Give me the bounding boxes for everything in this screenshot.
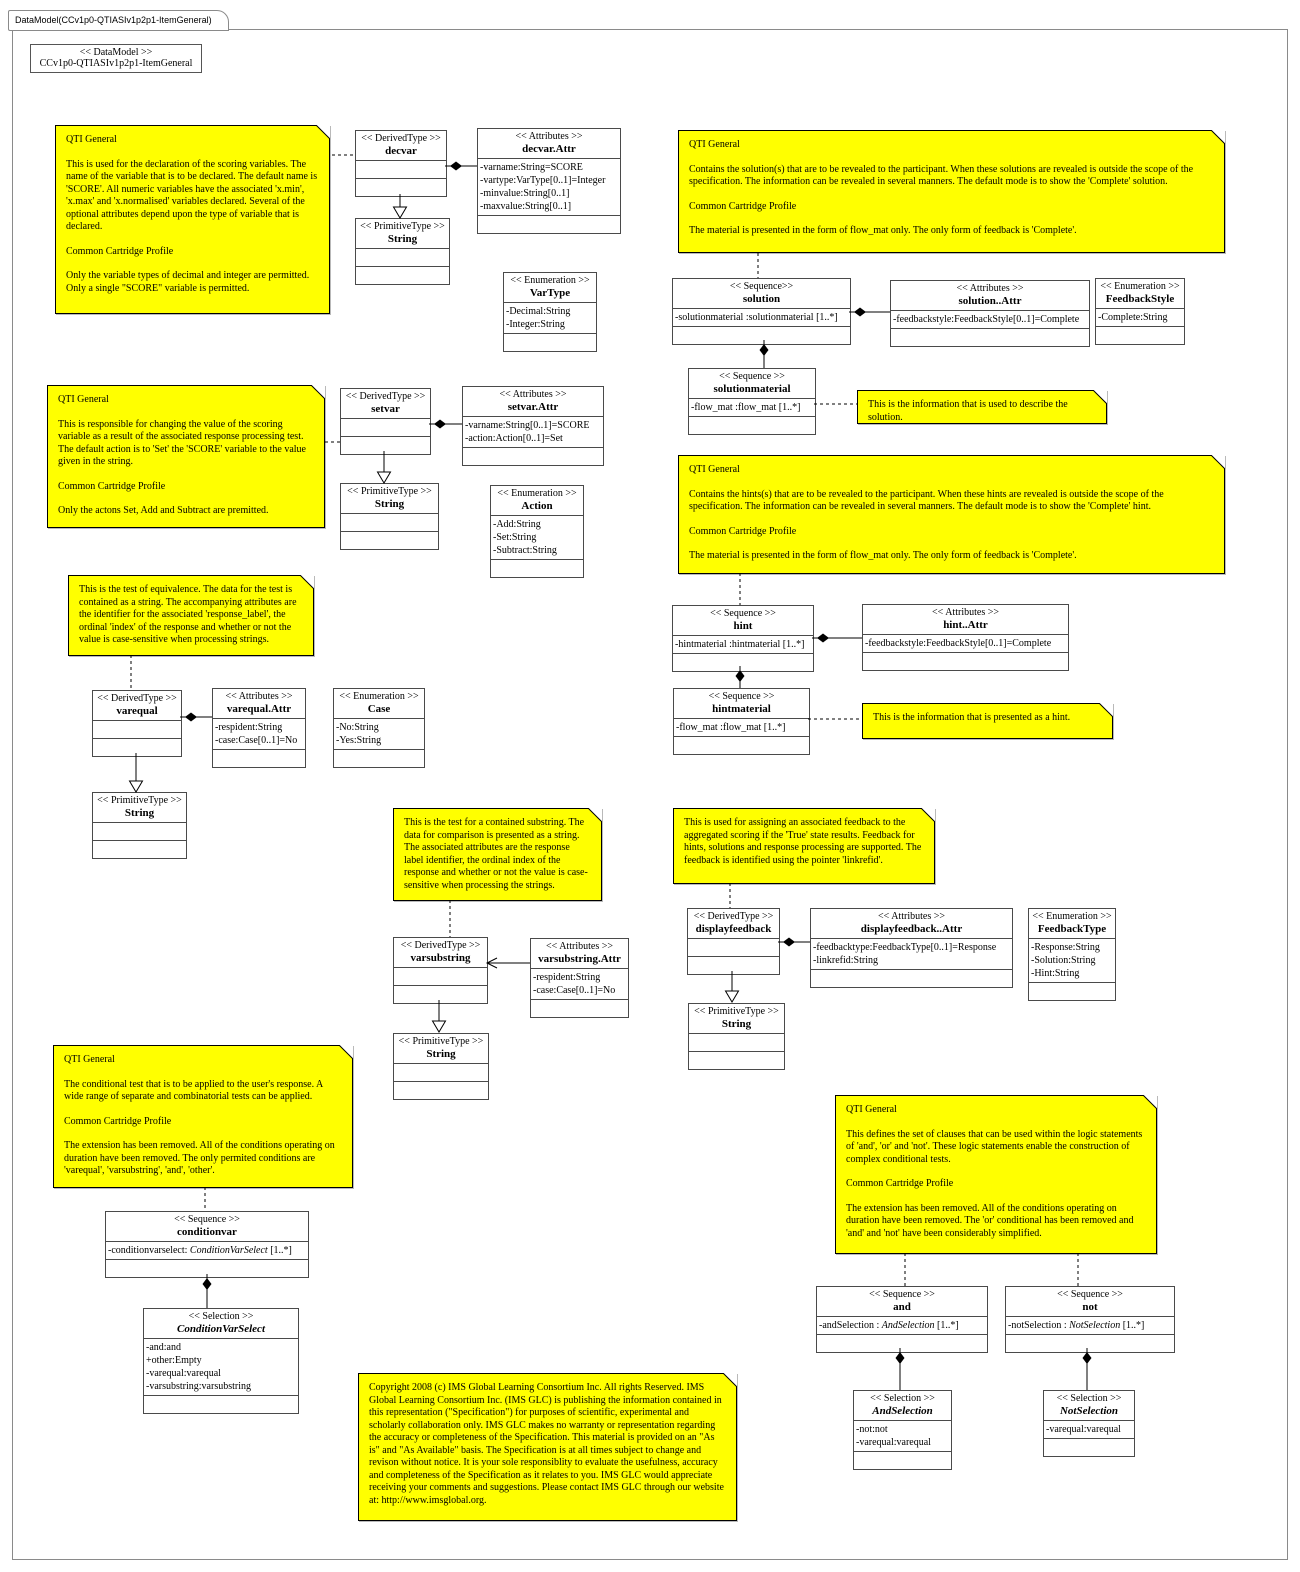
attribute-line: -feedbackstyle:FeedbackStyle[0..1]=Complete [893, 314, 1080, 325]
class-stereotype: << DerivedType >> [97, 693, 177, 704]
attribute-line: -feedbackstyle:FeedbackStyle[0..1]=Complete [865, 638, 1052, 649]
note-paragraph: The conditional test that is to be applied to the user's response. A wide range of separate and combinatorial tests can be applied. [64, 1078, 323, 1102]
attribute-it: NotSelection [1069, 1320, 1121, 1331]
note-fold-icon [339, 1045, 353, 1059]
diagram-tab[interactable] [8, 10, 229, 31]
class-stereotype: << Sequence >> [708, 691, 775, 702]
class-varsubstring [393, 937, 488, 1004]
note-paragraph: This is used for assigning an associated feedback to the aggregated scoring if the 'True' state results. Feedback for hints, solutions and response processing are supported. The feedback is identified using the pointer 'linkrefid'. [684, 817, 922, 866]
class-stereotype: << Enumeration >> [510, 275, 590, 286]
operations-compartment [1096, 327, 1184, 344]
class-name: String [721, 1018, 752, 1030]
note-fold-icon [311, 385, 325, 399]
class-name: AndSelection [872, 1405, 933, 1417]
operations-compartment [93, 841, 186, 858]
attributes-compartment [394, 968, 487, 986]
attribute-line: -Solution:String [1031, 955, 1096, 966]
datamodel-stereotype: << DataModel >> [79, 47, 153, 58]
operations-compartment [811, 970, 1012, 987]
class-not [1005, 1286, 1175, 1353]
operations-compartment [1029, 983, 1115, 1000]
note-paragraph: Contains the solution(s) that are to be revealed to the participant. When these solutions are revealed is outside the scope of the specification. The information can be revealed in several manners. The default mode is to show the 'Complete' solution. [689, 163, 1194, 187]
attribute-post: [1..*] [1120, 1320, 1145, 1331]
attributes-compartment [93, 721, 181, 739]
attribute-line: -respident:String [533, 972, 601, 983]
operations-compartment [334, 750, 424, 767]
attributes-compartment [463, 417, 603, 448]
note-paragraph: This is the information that is used to describe the solution. [868, 399, 1068, 423]
class-case [333, 688, 425, 768]
note-paragraph: This defines the set of clauses that can be used within the logic statements of 'and', 'or' and 'not'. These logic statements enable the construction of complex conditional tests. [846, 1128, 1143, 1165]
note-paragraph: The extension has been removed. All of the conditions operating on duration have been removed. The only permited conditions are 'varequal', 'varsubstring', 'and', 'other'. [64, 1140, 335, 1176]
attribute-line: -respident:String [215, 722, 283, 733]
attributes-compartment [1044, 1421, 1134, 1439]
class-andselection [853, 1390, 952, 1470]
note-paragraph: QTI General [58, 394, 109, 405]
class-action [490, 485, 584, 578]
attribute-line: -action:Action[0..1]=Set [465, 433, 563, 444]
class-name: hint [733, 620, 753, 632]
attributes-compartment [1029, 939, 1115, 983]
class-name: decvar.Attr [522, 143, 576, 155]
class-name: FeedbackStyle [1105, 293, 1175, 305]
class-stereotype: << Selection >> [1056, 1393, 1122, 1404]
class-varequal [92, 690, 182, 757]
note-solution-note [678, 130, 1225, 253]
note-fold-icon [1099, 703, 1113, 717]
note-fold-icon [921, 808, 935, 822]
class-name: solution..Attr [958, 295, 1022, 307]
class-stereotype: << Sequence>> [729, 281, 794, 292]
class-stereotype: << Sequence >> [710, 608, 776, 619]
operations-compartment [356, 179, 446, 196]
note-paragraph: This is used for the declaration of the scoring variables. The name of the variable that is to be declared. The default name is 'SCORE'. All numeric variables have the associated 'x.min', 'x.max' and 'x.normalised' variables declared. Several of the optional attributes depend upon the type of variable that is declared. [66, 158, 318, 232]
attribute-line: -not:not [856, 1424, 888, 1435]
class-string-setvar [340, 483, 439, 550]
note-fold-icon [300, 575, 314, 589]
operations-compartment [504, 334, 596, 351]
attribute-line: -Decimal:String [506, 306, 571, 317]
class-displayfeedback-attr [810, 908, 1013, 988]
operations-compartment [213, 750, 305, 767]
note-paragraph: QTI General [689, 139, 740, 150]
operations-compartment [689, 417, 815, 434]
attributes-compartment [673, 309, 850, 327]
attribute-line [819, 1319, 985, 1332]
operations-compartment [463, 448, 603, 465]
note-solutionmaterial-note [857, 390, 1107, 424]
class-string-varequal [92, 792, 187, 859]
attributes-compartment [1006, 1317, 1174, 1335]
note-setvar-note [47, 385, 325, 528]
class-name: solution [742, 293, 781, 305]
class-stereotype: << PrimitiveType >> [360, 221, 445, 232]
note-conditionvar-note [53, 1045, 353, 1188]
attribute-line: -flow_mat :flow_mat [1..*] [691, 402, 801, 413]
operations-compartment [891, 329, 1089, 346]
class-name: setvar [371, 403, 400, 415]
attributes-compartment [144, 1339, 298, 1396]
note-paragraph: QTI General [66, 134, 117, 145]
attribute-line: -Yes:String [336, 735, 382, 746]
attribute-line: -varequal:varequal [146, 1368, 221, 1379]
attribute-line: -hintmaterial :hintmaterial [1..*] [675, 639, 805, 650]
note-paragraph: This is the test of equivalence. The data for the test is contained as a string. The accompanying attributes are the identifier for the associated 'response_label', the ordinal 'index' of the response and whether or not the value is case-sensitive when processing strings. [79, 584, 297, 645]
class-stereotype: << DerivedType >> [361, 133, 441, 144]
note-paragraph: Common Cartridge Profile [689, 525, 797, 537]
attributes-compartment [356, 249, 449, 267]
attribute-post: [1..*] [267, 1245, 292, 1256]
attributes-compartment [478, 159, 620, 216]
operations-compartment [673, 654, 813, 671]
class-stereotype: << Attributes >> [545, 941, 613, 952]
class-varsubstring-attr [530, 938, 629, 1018]
class-setvar [340, 388, 431, 455]
class-name: varsubstring.Attr [538, 953, 621, 965]
attribute-line: -flow_mat :flow_mat [1..*] [676, 722, 786, 733]
class-stereotype: << PrimitiveType >> [694, 1006, 779, 1017]
class-stereotype: << Attributes >> [499, 389, 567, 400]
note-paragraph: Only the actons Set, Add and Subtract are premitted. [58, 505, 269, 516]
attribute-line: -varsubstring:varsubstring [146, 1381, 251, 1392]
note-paragraph: QTI General [689, 464, 740, 475]
operations-compartment [394, 986, 487, 1003]
class-stereotype: << Sequence >> [719, 371, 785, 382]
attributes-compartment [93, 823, 186, 841]
operations-compartment [341, 437, 430, 454]
class-name: String [124, 807, 155, 819]
class-name: FeedbackType [1037, 923, 1107, 935]
attributes-compartment [863, 635, 1068, 653]
attributes-compartment [689, 1034, 784, 1052]
attributes-compartment [689, 399, 815, 417]
attributes-compartment [1096, 309, 1184, 327]
class-name: hint..Attr [943, 619, 988, 631]
attribute-line: -Set:String [493, 532, 537, 543]
note-paragraph: Common Cartridge Profile [66, 245, 174, 257]
attribute-it: AndSelection [881, 1320, 935, 1331]
note-decvar-note [55, 125, 330, 314]
diagram-tab-label: DataModel(CCv1p0-QTIASIv1p2p1-ItemGeneral) [15, 15, 212, 25]
operations-compartment [689, 1052, 784, 1069]
class-name: Action [521, 500, 553, 512]
class-hint-attr [862, 604, 1069, 671]
note-hintmaterial-note [862, 703, 1113, 739]
class-stereotype: << PrimitiveType >> [347, 486, 432, 497]
operations-compartment [1044, 1439, 1134, 1456]
class-name: VarType [529, 287, 571, 299]
class-stereotype: << DerivedType >> [345, 391, 426, 402]
note-paragraph: Common Cartridge Profile [64, 1115, 172, 1127]
operations-compartment [1006, 1335, 1174, 1352]
class-vartype [503, 272, 597, 352]
operations-compartment [854, 1452, 951, 1469]
class-setvar-attr [462, 386, 604, 466]
class-conditionvar [105, 1211, 309, 1278]
attributes-compartment [213, 719, 305, 750]
attribute-pre: -andSelection : [819, 1320, 882, 1331]
note-paragraph: Contains the hints(s) that are to be revealed to the participant. When these hints are revealed is outside the scope of the specification. The information can be revealed in several manners. The default mode is to show the 'Complete' hint. [689, 488, 1164, 512]
class-name: conditionvar [177, 1226, 237, 1238]
note-fold-icon [1211, 455, 1225, 469]
note-paragraph: The material is presented in the form of flow_mat only. The only form of feedback is 'Complete'. [689, 225, 1077, 236]
class-stereotype: << Attributes >> [931, 607, 999, 618]
class-solution-attr [890, 280, 1090, 347]
class-stereotype: << Enumeration >> [339, 691, 419, 702]
class-decvar-attr [477, 128, 621, 234]
attributes-compartment [817, 1317, 987, 1335]
attribute-line [108, 1244, 306, 1257]
note-paragraph: Common Cartridge Profile [846, 1178, 954, 1189]
attributes-compartment [891, 311, 1089, 329]
class-stereotype: << DerivedType >> [693, 911, 774, 922]
attribute-line: -and:and [146, 1342, 181, 1353]
class-stereotype: << Attributes >> [956, 283, 1024, 294]
note-paragraph: This is the information that is presented as a hint. [873, 712, 1071, 723]
attributes-compartment [531, 969, 628, 1000]
class-varequal-attr [212, 688, 306, 768]
class-string-decvar [355, 218, 450, 285]
class-name: decvar [385, 145, 417, 157]
class-name: and [893, 1301, 911, 1313]
class-stereotype: << DerivedType >> [400, 940, 481, 951]
note-paragraph: Only the variable types of decimal and integer are permitted. Only a single "SCORE" variable is permitted. [66, 270, 310, 294]
note-fold-icon [723, 1373, 737, 1387]
attributes-compartment [341, 419, 430, 437]
attribute-post: [1..*] [934, 1320, 959, 1331]
class-name: not [1082, 1301, 1098, 1313]
operations-compartment [106, 1260, 308, 1277]
class-name: String [374, 498, 405, 510]
operations-compartment [817, 1335, 987, 1352]
class-decvar [355, 130, 447, 197]
attributes-compartment [341, 514, 438, 532]
attributes-compartment [811, 939, 1012, 970]
attribute-line: -Complete:String [1098, 312, 1168, 323]
datamodel-name: CCv1p0-QTIASIv1p2p1-ItemGeneral [39, 58, 193, 69]
class-stereotype: << Sequence >> [869, 1289, 935, 1300]
class-displayfeedback [687, 908, 780, 975]
note-displayfeedback-note [673, 808, 935, 884]
class-solutionmaterial [688, 368, 816, 435]
attributes-compartment [673, 636, 813, 654]
class-feedbacktype [1028, 908, 1116, 1001]
class-stereotype: << Enumeration >> [497, 488, 577, 499]
attributes-compartment [854, 1421, 951, 1452]
attribute-line: -case:Case[0..1]=No [533, 985, 616, 996]
operations-compartment [688, 957, 779, 974]
class-name: NotSelection [1059, 1405, 1119, 1417]
operations-compartment [356, 267, 449, 284]
class-stereotype: << PrimitiveType >> [398, 1036, 484, 1047]
note-logic-note [835, 1095, 1157, 1254]
class-hintmaterial [673, 688, 810, 755]
attribute-line: -solutionmaterial :solutionmaterial [1..*] [675, 312, 838, 323]
attribute-line: -varequal:varequal [1046, 1424, 1121, 1435]
class-string-varsubstring [393, 1033, 489, 1100]
class-string-displayfeedback [688, 1003, 785, 1070]
attribute-line: -linkrefid:String [813, 955, 878, 966]
attributes-compartment [491, 516, 583, 560]
class-stereotype: << Selection >> [870, 1393, 935, 1404]
attributes-compartment [334, 719, 424, 750]
class-name: varequal [116, 705, 158, 717]
attributes-compartment [356, 161, 446, 179]
operations-compartment [491, 560, 583, 577]
operations-compartment [863, 653, 1068, 670]
note-paragraph: This is responsible for changing the value of the scoring variable as a result of the associated response processing test. The default action is to 'Set' the 'SCORE' variable to the value given in the string. [58, 418, 306, 467]
attribute-line: -Subtract:String [493, 545, 557, 556]
attribute-line: -Response:String [1031, 942, 1100, 953]
class-name: Case [367, 703, 391, 715]
attribute-line: -varname:String=SCORE [480, 162, 583, 173]
attribute-line: -Integer:String [506, 319, 565, 330]
attribute-pre: -conditionvarselect: [108, 1245, 190, 1256]
class-stereotype: << Enumeration >> [1032, 911, 1112, 922]
operations-compartment [478, 216, 620, 233]
operations-compartment [674, 737, 809, 754]
note-paragraph: Copyright 2008 (c) IMS Global Learning Consortium Inc. All rights Reserved. IMS Global Learning Consortium Inc. (IMS GLC) is publishing the information contained in this representation ("Specification") for purposes of scientific, experimental and scholarly collaboration only. IMS GLC makes no warranty or representation regarding the accuracy or completeness of the Specification. This material is provided on an "As is" and "As Available" basis. The Specification is at all times subject to change and revison without notice. It is your sole responsiblity to evaluate the usefulness, accuracy and completeness of the Specification as it relates to you. IMS GLC would appreciate receiving your comments and suggestions. Please contact IMS GLC through our website at: http://www.imsglobal.org. [369, 1382, 724, 1506]
operations-compartment [93, 739, 181, 756]
note-paragraph: QTI General [846, 1104, 897, 1115]
attribute-line: -case:Case[0..1]=No [215, 735, 298, 746]
class-name: varequal.Attr [226, 703, 292, 715]
attribute-line [1008, 1319, 1172, 1332]
note-fold-icon [588, 808, 602, 822]
note-hint-note [678, 455, 1225, 574]
attributes-compartment [106, 1242, 308, 1260]
attribute-pre: -notSelection : [1008, 1320, 1070, 1331]
attributes-compartment [394, 1064, 488, 1082]
class-name: setvar.Attr [507, 401, 559, 413]
note-fold-icon [316, 125, 330, 139]
attributes-compartment [504, 303, 596, 334]
class-name: solutionmaterial [713, 383, 791, 395]
operations-compartment [341, 532, 438, 549]
attribute-line: -maxvalue:String[0..1] [480, 201, 572, 212]
attribute-line: -Add:String [493, 519, 541, 530]
class-conditionvarselect [143, 1308, 299, 1414]
operations-compartment [531, 1000, 628, 1017]
class-stereotype: << Attributes >> [515, 131, 583, 142]
note-fold-icon [1211, 130, 1225, 144]
note-fold-icon [1093, 390, 1107, 404]
attribute-it: ConditionVarSelect [189, 1245, 268, 1256]
note-paragraph: The extension has been removed. All of the conditions operating on duration have been removed. The 'or' conditional has been removed and 'and' and 'not' have been considerably simplified. [846, 1202, 1134, 1239]
note-paragraph: QTI General [64, 1054, 115, 1065]
class-name: displayfeedback..Attr [860, 923, 963, 935]
operations-compartment [394, 1082, 488, 1099]
note-paragraph: This is the test for a contained substring. The data for comparison is presented as a string. The associated attributes are the response label identifier, the ordinal index of the response and whether or not the value is case-sensitive when processing the strings. [404, 817, 588, 891]
class-stereotype: << Enumeration >> [1100, 281, 1180, 292]
class-name: String [426, 1048, 456, 1060]
class-hint [672, 605, 814, 672]
class-feedbackstyle [1095, 278, 1185, 345]
attributes-compartment [674, 719, 809, 737]
class-stereotype: << Selection >> [188, 1311, 254, 1322]
note-varsubstring-note [393, 808, 602, 901]
class-solution [672, 278, 851, 345]
attribute-line: -varname:String[0..1]=SCORE [465, 420, 590, 431]
attribute-line: -minvalue:String[0..1] [480, 188, 570, 199]
class-stereotype: << PrimitiveType >> [97, 795, 182, 806]
class-name: displayfeedback [695, 923, 772, 935]
class-stereotype: << Attributes >> [225, 691, 293, 702]
class-stereotype: << Attributes >> [877, 911, 945, 922]
operations-compartment [673, 327, 850, 344]
attribute-line: -No:String [336, 722, 379, 733]
attribute-line: +other:Empty [146, 1355, 202, 1366]
class-name: String [387, 233, 418, 245]
note-paragraph: Common Cartridge Profile [58, 480, 166, 492]
note-copyright-note [358, 1373, 737, 1521]
class-name: varsubstring [410, 952, 471, 964]
attribute-line: -Hint:String [1031, 968, 1080, 979]
attribute-line: -feedbacktype:FeedbackType[0..1]=Response [813, 942, 997, 953]
note-paragraph: Common Cartridge Profile [689, 200, 797, 212]
datamodel-title-box [30, 44, 202, 73]
class-stereotype: << Sequence >> [174, 1214, 240, 1225]
note-paragraph: The material is presented in the form of flow_mat only. The only form of feedback is 'Complete'. [689, 550, 1077, 561]
class-name: ConditionVarSelect [176, 1323, 266, 1335]
attributes-compartment [688, 939, 779, 957]
class-name: hintmaterial [712, 703, 771, 715]
note-varequal-note [68, 575, 314, 656]
class-and [816, 1286, 988, 1353]
operations-compartment [144, 1396, 298, 1413]
class-notselection [1043, 1390, 1135, 1457]
note-fold-icon [1143, 1095, 1157, 1109]
attribute-line: -vartype:VarType[0..1]=Integer [480, 175, 606, 186]
attribute-line: -varequal:varequal [856, 1437, 931, 1448]
class-stereotype: << Sequence >> [1057, 1289, 1123, 1300]
